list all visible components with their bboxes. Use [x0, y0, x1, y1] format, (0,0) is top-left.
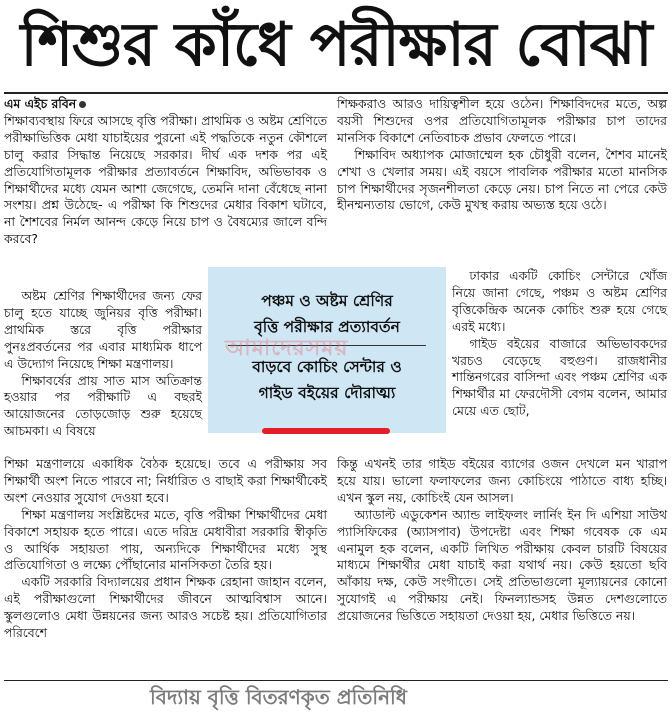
column-2-top [337, 96, 667, 214]
column-2-bottom [337, 456, 667, 625]
column-2-mid [452, 268, 667, 420]
bottom-rule [4, 680, 668, 681]
paragraph: একটি সরকারি বিদ্যালয়ের প্রধান শিক্ষক রেহানা জাহান বলেন, এই পরীক্ষাগুলো শিক্ষার্থীদের জীবনে আত্মবিশ্বাস আনে। স্কুলগুলোও মেধা উন্নয়নের জন্য আরও সচেষ্ট হয়। প্রতিযোগিতার পরিবেশে [4, 574, 327, 641]
paragraph: শিক্ষাবর্ষের প্রায় সাত মাস অতিক্রান্ত হওয়ার পর পরীক্ষাটি এ বছরই আয়োজনের তোড়জোড় শুরু হয়েছে আচমকা। এ বিষয়ে [4, 372, 202, 439]
paragraph: অষ্টম শ্রেণির শিক্ষার্থীদের জন্য ফের চালু হতে যাচ্ছে জুনিয়র বৃত্তি পরীক্ষা। প্রাথমিক স্তরে বৃত্তি পরীক্ষার পুনঃপ্রবর্তনের পর এবার মাধ্যমিক ধাপে এ উদ্যোগ নিয়েছে শিক্ষা মন্ত্রণালয়। [4, 288, 202, 371]
byline: এম এইচ রবিন [4, 96, 77, 111]
column-1-top [4, 96, 327, 248]
column-1-mid [4, 288, 202, 440]
paragraph: গাইড বইয়ের বাজারে অভিভাবকদের খরচও বেড়েছে বহুগুণ। রাজধানীর শান্তিনগরের বাসিন্দা এবং পঞ্চম শ্রেণির এক শিক্ষার্থীর মা ফেরদৌসী বেগম বলেন, আমার মেয়ে এত ছোট, [452, 335, 667, 419]
cut-off-headline: বিদ্যায় বৃত্তি বিতরণকৃত প্রতিনিধি [150, 685, 407, 709]
paragraph: শিক্ষাব্যবস্থায় ফিরে আসছে বৃত্তি পরীক্ষা। প্রাথমিক ও অষ্টম শ্রেণিতে পরীক্ষাভিত্তিক মেধা যাচাইয়ের পুরনো এই পদ্ধতিকে নতুন কৌশলে চালু করার সিদ্ধান্ত নিয়েছে সরকার। দীর্ঘ এক দশক পর এই প্রতিযোগিতামূলক পরীক্ষার প্রত্যাবর্তনে শিক্ষাবিদ, অভিভাবক ও শিক্ষার্থীদের মধ্যে যেমন আশা জেগেছে, তেমনি দানা বেঁধেছে নানা সংশয়। প্রশ্ন উঠেছে- এ পরীক্ষা কি শিশুদের মেধার বিকাশ ঘটাবে, না শৈশবের নির্মল আনন্দ কেড়ে নিয়ে চাপ ও বৈষম্যের জালে বন্দি করবে? [4, 112, 327, 247]
pullquote-line: গাইড বইয়ের দৌরাত্ম্য [258, 384, 396, 402]
pullquote-line: বৃত্তি পরীক্ষার প্রত্যাবর্তন [254, 318, 400, 336]
pullquote-line: বাড়বে কোচিং সেন্টার ও [252, 358, 402, 376]
headline-rule [4, 92, 668, 94]
byline-dot [79, 101, 86, 108]
column-1-bottom [4, 456, 327, 642]
paragraph: শিক্ষাবিদ অধ্যাপক মোজাম্মেল হক চৌধুরী বলেন, শৈশব মানেই শেখা ও খেলার সময়। এই বয়সে পাবলিক পরীক্ষার মতো মানসিক চাপ শিক্ষার্থীদের সৃজনশীলতা কেড়ে নেয়। চাপ নিতে না পেরে কেউ হীনম্মন্যতায় ভোগে, কেউ মুখস্থ করায় অভ্যস্ত হয়ে ওঠে। [337, 146, 667, 213]
paragraph: ঢাকার একটি কোচিং সেন্টারে খোঁজ নিয়ে জানা গেছে, পঞ্চম ও অষ্টম শ্রেণির বৃত্তিকেন্দ্রিক অনেক কোচিং শুরু হয়ে গেছে এরই মধ্যে। [452, 268, 667, 334]
pullquote-accent-bar [262, 428, 390, 434]
pullquote-line: পঞ্চম ও অষ্টম শ্রেণির [261, 292, 393, 310]
paragraph: শিক্ষকরাও আরও দায়িত্বশীল হয়ে ওঠেন। শিক্ষাবিদদের মতে, অল্প বয়সী শিশুদের ওপর প্রতিযোগিতামূলক পরীক্ষার চাপ তাদের মানসিক বিকাশে নেতিবাচক প্রভাব ফেলতে পারে। [337, 96, 667, 145]
watermark-logo: আমাদেরসময় [225, 336, 349, 361]
paragraph: শিক্ষা মন্ত্রণালয়ে একাধিক বৈঠক হয়েছে। তবে এ পরীক্ষায় সব শিক্ষার্থী অংশ নিতে পারবে না; নির্ধারিত ও বাছাই করা শিক্ষার্থীকেই অংশ নেওয়ার সুযোগ দেওয়া হবে। [4, 456, 327, 505]
headline: শিশুর কাঁধে পরীক্ষার বোঝা [20, 10, 652, 80]
paragraph: কিন্তু এখনই তার গাইড বইয়ের ব্যাগের ওজন দেখলে মন খারাপ হয়ে যায়। ভালো ফলাফলের জন্য কোচিংয়ে পাঠাতে বাধ্য হচ্ছি। এখন স্কুল নয়, কোচিংই যেন আসল। [337, 456, 667, 505]
paragraph: শিক্ষা মন্ত্রণালয় সংশ্লিষ্টদের মতে, বৃত্তি পরীক্ষা শিক্ষার্থীদের মেধা বিকাশে সহায়ক হতে পারে। এতে দরিদ্র মেধাবীরা সরকারি স্বীকৃতি ও আর্থিক সহায়তা পায়, অন্যদিকে শিক্ষার্থীদের মধ্যে সুস্থ প্রতিযোগিতা ও লক্ষ্যে পৌঁছানোর মানসিকতা তৈরি হয়। [4, 506, 327, 573]
paragraph: অ্যাডাল্ট এডুকেশন অ্যান্ড লাইফলং লার্নিং ইন দি এশিয়া সাউথ প্যাসিফিকের (অ্যাসপাব) উপদেষ্টা এবং শিক্ষা গবেষক কে এম এনামুল হক বলেন, একটি লিখিত পরীক্ষায় কেবল চারটি বিষয়ের মাধ্যমে শিক্ষার্থীর মেধা যাচাই করা যথার্থ নয়। কেউ হয়তো ছবি আঁকায় দক্ষ, কেউ সংগীতে। সেই প্রতিভাগুলো মূল্যায়নের কোনো সুযোগই এ পরীক্ষায় নেই। ফিনল্যান্ডসহ উন্নত দেশগুলোতে প্রয়োজনের ভিত্তিতে সহায়তা দেওয়া হয়, মেধার ভিত্তিতে নয়। [337, 506, 667, 624]
